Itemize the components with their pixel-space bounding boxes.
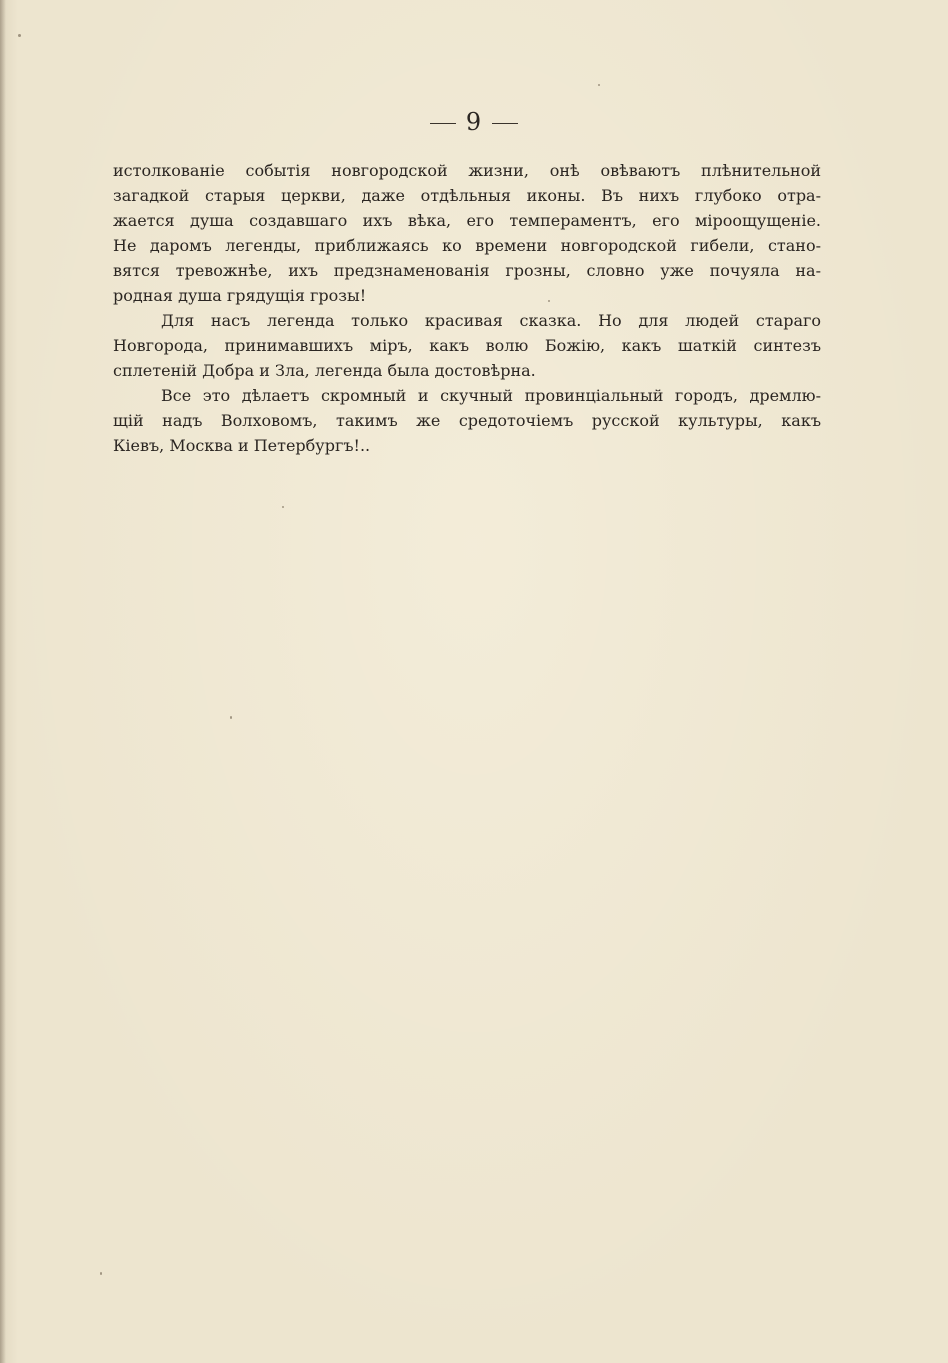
page-number-dash-right (492, 123, 518, 125)
text-line: вятся тревожнѣе, ихъ предзнаменованія грозны, словно уже почуяла на- (113, 261, 821, 280)
text-line: щій надъ Волховомъ, такимъ же средоточіемъ русской культуры, какъ (113, 411, 821, 430)
binding-edge (0, 0, 6, 1363)
paper-speck (282, 506, 284, 508)
text-line: загадкой старыя церкви, даже отдѣльныя иконы. Въ нихъ глубоко отра- (113, 186, 821, 205)
text-line: истолкованіе событія новгородской жизни, онѣ овѣваютъ плѣнительной (113, 161, 821, 180)
paper-speck (100, 1272, 102, 1275)
paragraph-2 (113, 308, 821, 383)
paragraph-1 (113, 158, 821, 308)
paper-speck (18, 34, 21, 37)
page-number-dash-left (430, 123, 456, 125)
page-number-value: 9 (465, 108, 483, 136)
text-line: родная душа грядущія грозы! (113, 286, 367, 305)
text-line: жается душа создавшаго ихъ вѣка, его темпераментъ, его міроощущеніе. (113, 211, 821, 230)
page-number (0, 108, 948, 136)
paper-speck (548, 300, 550, 302)
text-line: сплетеній Добра и Зла, легенда была достовѣрна. (113, 361, 536, 380)
paper-speck (598, 84, 600, 86)
text-line: Кіевъ, Москва и Петербургъ!.. (113, 436, 371, 455)
text-line: Не даромъ легенды, приближаясь ко времени новгородской гибели, стано- (113, 236, 821, 255)
text-line: Новгорода, принимавшихъ міръ, какъ волю Божію, какъ шаткій синтезъ (113, 336, 821, 355)
text-line: Все это дѣлаетъ скромный и скучный провинціальный городъ, дремлю- (161, 386, 821, 405)
paper-speck (230, 716, 232, 719)
paragraph-3 (113, 383, 821, 458)
text-line: Для насъ легенда только красивая сказка. Но для людей стараго (161, 311, 821, 330)
body-text (113, 158, 821, 458)
